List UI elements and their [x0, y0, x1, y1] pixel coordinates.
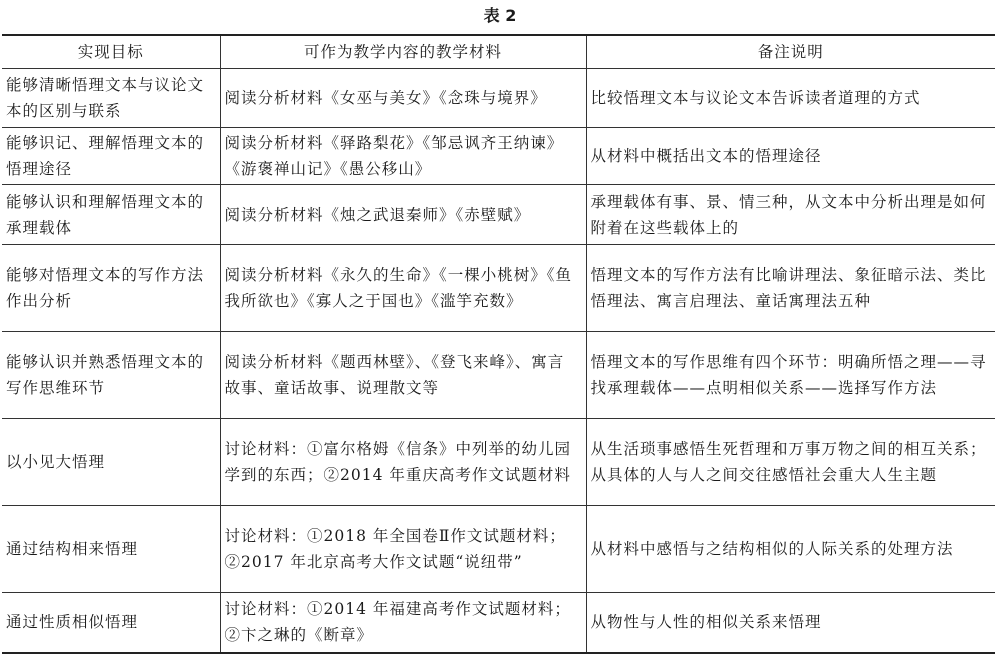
goal-cell: 能够清晰悟理文本与议论文本的区别与联系 [2, 69, 220, 128]
notes-cell: 承理载体有事、景、情三种，从文本中分析出理是如何附着在这些载体上的 [586, 185, 995, 245]
notes-cell: 比较悟理文本与议论文本告诉读者道理的方式 [586, 69, 995, 128]
goal-cell: 以小见大悟理 [2, 419, 220, 506]
goal-cell: 能够对悟理文本的写作方法作出分析 [2, 245, 220, 332]
notes-cell: 悟理文本的写作方法有比喻讲理法、象征暗示法、类比悟理法、寓言启理法、童话寓理法五种 [586, 245, 995, 332]
header-goal: 实现目标 [2, 35, 220, 69]
materials-cell: 阅读分析材料《烛之武退秦师》《赤壁赋》 [220, 185, 586, 245]
table-row [2, 593, 995, 653]
header-notes: 备注说明 [586, 35, 995, 69]
notes-cell: 从生活琐事感悟生死哲理和万事万物之间的相互关系；从具体的人与人之间交往感悟社会重大人生主题 [586, 419, 995, 506]
table-caption: 表 2 [483, 6, 517, 25]
table-row [2, 419, 995, 506]
table-header-row [2, 35, 995, 69]
notes-cell: 从材料中感悟与之结构相似的人际关系的处理方法 [586, 506, 995, 593]
notes-cell: 悟理文本的写作思维有四个环节：明确所悟之理——寻找承理载体——点明相似关系——选择写作方法 [586, 332, 995, 419]
materials-cell: 阅读分析材料《驿路梨花》《邹忌讽齐王纳谏》《游褒禅山记》《愚公移山》 [220, 128, 586, 185]
goal-cell: 能够认识并熟悉悟理文本的写作思维环节 [2, 332, 220, 419]
header-materials: 可作为教学内容的教学材料 [220, 35, 586, 69]
goal-cell: 通过结构相来悟理 [2, 506, 220, 593]
table-row [2, 128, 995, 185]
materials-cell: 讨论材料：①富尔格姆《信条》中列举的幼儿园学到的东西；②2014 年重庆高考作文试题材料 [220, 419, 586, 506]
table-row [2, 185, 995, 245]
materials-cell: 阅读分析材料《永久的生命》《一棵小桃树》《鱼我所欲也》《寡人之于国也》《滥竽充数》 [220, 245, 586, 332]
table-row [2, 506, 995, 593]
goal-cell: 能够识记、理解悟理文本的悟理途径 [2, 128, 220, 185]
materials-cell: 讨论材料：①2014 年福建高考作文试题材料；②卞之琳的《断章》 [220, 593, 586, 653]
notes-cell: 从物性与人性的相似关系来悟理 [586, 593, 995, 653]
materials-cell: 阅读分析材料《女巫与美女》《念珠与境界》 [220, 69, 586, 128]
goal-cell: 通过性质相似悟理 [2, 593, 220, 653]
table-row [2, 332, 995, 419]
notes-cell: 从材料中概括出文本的悟理途径 [586, 128, 995, 185]
materials-cell: 阅读分析材料《题西林壁》、《登飞来峰》、寓言故事、童话故事、说理散文等 [220, 332, 586, 419]
goal-cell: 能够认识和理解悟理文本的承理载体 [2, 185, 220, 245]
teaching-materials-table [2, 34, 995, 654]
materials-cell: 讨论材料：①2018 年全国卷Ⅱ作文试题材料；②2017 年北京高考大作文试题“说纽带” [220, 506, 586, 593]
table-row [2, 69, 995, 128]
table-row [2, 245, 995, 332]
